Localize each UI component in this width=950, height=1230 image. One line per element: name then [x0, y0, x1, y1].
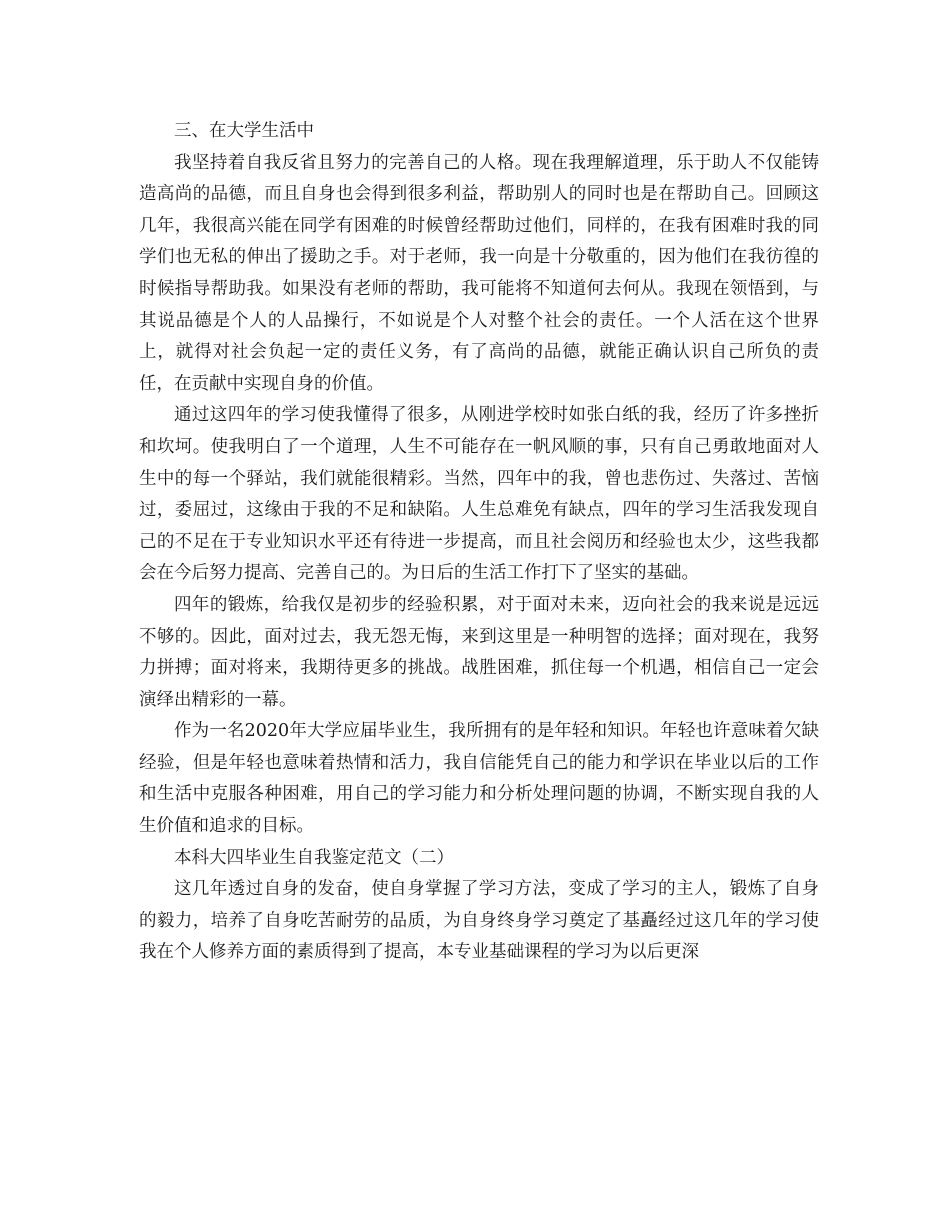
document-body — [139, 116, 819, 969]
paragraph-character: 我坚持着自我反省且努力的完善自己的人格。现在我理解道理，乐于助人不仅能铸造高尚的品德，而且自身也会得到很多利益，帮助别人的同时也是在帮助自己。回顾这几年，我很高兴能在同学有困难的时候曾经帮助过他们，同样的，在我有困难时我的同学们也无私的伸出了援助之手。对于老师，我一向是十分敬重的，因为他们在我彷徨的时候指导帮助我。如果没有老师的帮助，我可能将不知道何去何从。我现在领悟到，与其说品德是个人的人品操行，不如说是个人对整个社会的责任。一个人活在这个世界上，就得对社会负起一定的责任义务，有了高尚的品德，就能正确认识自己所负的责任，在贡献中实现自身的价值。 — [139, 152, 819, 394]
section-heading-sample-two: 本科大四毕业生自我鉴定范文（二） — [174, 847, 454, 868]
paragraph-sample-two-body: 这几年透过自身的发奋，使自身掌握了学习方法，变成了学习的主人，锻炼了自身的毅力，培养了自身吃苦耐劳的品质，为自身终身学习奠定了基矗经过这几年的学习使我在个人修养方面的素质得到了提高，本专业基础课程的学习为以后更深 — [139, 879, 819, 963]
paragraph-training: 四年的锻炼，给我仅是初步的经验积累，对于面对未来，迈向社会的我来说是远远不够的。因此，面对过去，我无怨无悔，来到这里是一种明智的选择；面对现在，我努力拼搏；面对将来，我期待更多的挑战。战胜困难，抓住每一个机遇，相信自己一定会演绎出精彩的一幕。 — [139, 594, 819, 710]
section-heading-university-life: 三、在大学生活中 — [174, 121, 314, 141]
paragraph-four-years-study: 通过这四年的学习使我懂得了很多，从刚进学校时如张白纸的我，经历了许多挫折和坎坷。使我明白了一个道理，人生不可能存在一帆风顺的事，只有自己勇敢地面对人生中的每一个驿站，我们就能很精彩。当然，四年中的我，曾也悲伤过、失落过、苦恼过，委屈过，这缘由于我的不足和缺陷。人生总难免有缺点，四年的学习生活我发现自己的不足在于专业知识水平还有待进一步提高，而且社会阅历和经验也太少，这些我都会在今后努力提高、完善自己的。为日后的生活工作打下了坚实的基础。 — [139, 405, 819, 584]
paragraph-graduate: 作为一名2020年大学应届毕业生，我所拥有的是年轻和知识。年轻也许意味着欠缺经验，但是年轻也意味着热情和活力，我自信能凭自己的能力和学识在毕业以后的工作和生活中克服各种困难，用自己的学习能力和分析处理问题的协调，不断实现自我的人生价值和追求的目标。 — [139, 721, 819, 837]
